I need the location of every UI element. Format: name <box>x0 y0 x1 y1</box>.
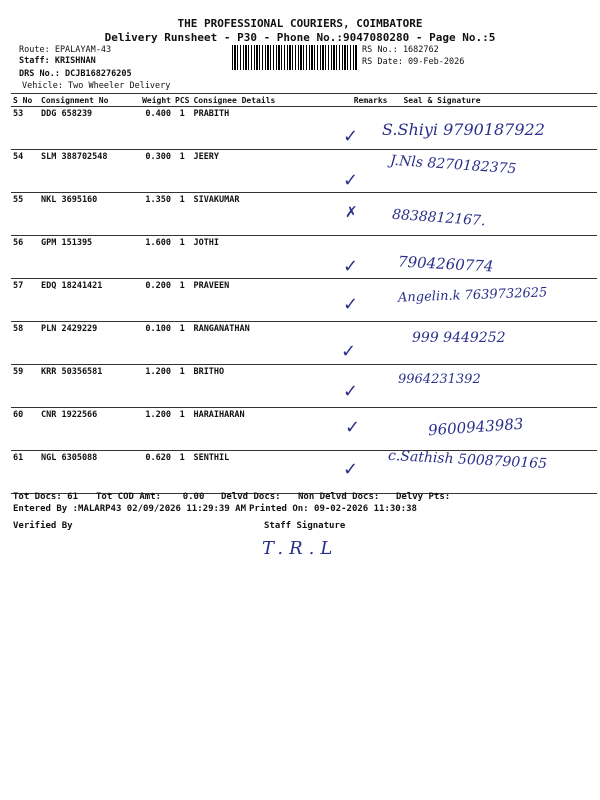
cell-consignee: BRITHO <box>191 365 341 408</box>
handwritten-signature: Angelin.k 7639732625 <box>397 285 548 306</box>
entered-by: Entered By :MALARP43 02/09/2026 11:29:39 AM <box>13 504 246 514</box>
col-seal-signature: Seal & Signature <box>389 94 597 107</box>
cell-sno: 58 <box>11 322 39 365</box>
cell-consignment: NKL 3695160 <box>39 193 127 236</box>
col-consignment: Consignment No <box>39 94 127 107</box>
verified-by-label: Verified By <box>13 521 73 531</box>
remark-tick-icon: ✓ <box>343 256 359 277</box>
handwritten-signature: 9964231392 <box>398 372 481 387</box>
cell-weight: 0.200 <box>127 279 173 322</box>
handwritten-signature: S.Shiyi 9790187922 <box>382 120 545 139</box>
col-consignee: Consignee Details <box>191 94 341 107</box>
remark-tick-icon: ✓ <box>343 381 359 402</box>
remark-cross-icon: ✗ <box>345 203 358 221</box>
cell-consignment: PLN 2429229 <box>39 322 127 365</box>
runsheet-subtitle: Delivery Runsheet - P30 - Phone No.:9047080280 - Page No.:5 <box>104 31 496 44</box>
cell-sno: 59 <box>11 365 39 408</box>
cell-weight: 0.400 <box>127 107 173 150</box>
total-docs: Tot Docs: 61 <box>13 492 79 502</box>
cell-pcs: 1 <box>173 279 191 322</box>
remark-tick-icon: ✓ <box>343 126 359 147</box>
cell-weight: 1.350 <box>127 193 173 236</box>
remark-tick-icon: ✓ <box>341 341 357 362</box>
cell-consignee: HARAIHARAN <box>191 408 341 451</box>
handwritten-signature: 7904260774 <box>397 252 494 276</box>
handwritten-signature: J.Nls 8270182375 <box>389 152 517 178</box>
cell-pcs: 1 <box>173 451 191 494</box>
staff-handwritten-signature: T.R.L <box>262 538 339 559</box>
barcode-image <box>232 45 357 70</box>
cell-consignment: NGL 6305088 <box>39 451 127 494</box>
delivery-points: Delvy Pts: <box>396 492 451 502</box>
cell-weight: 0.100 <box>127 322 173 365</box>
cell-consignee: SIVAKUMAR <box>191 193 341 236</box>
vehicle-label: Vehicle: Two Wheeler Delivery <box>22 81 171 91</box>
rs-date: RS Date: 09-Feb-2026 <box>362 57 465 67</box>
table-row <box>11 365 597 408</box>
remark-tick-icon: ✓ <box>343 294 359 315</box>
table-row <box>11 322 597 365</box>
delivered-docs: Delvd Docs: <box>221 492 281 502</box>
cell-sno: 53 <box>11 107 39 150</box>
handwritten-signature: 8838812167. <box>391 206 486 230</box>
printed-on: Printed On: 09-02-2026 11:30:38 <box>249 504 417 514</box>
col-weight: Weight <box>127 94 173 107</box>
cell-sno: 60 <box>11 408 39 451</box>
cell-consignee: JOTHI <box>191 236 341 279</box>
cell-consignment: GPM 151395 <box>39 236 127 279</box>
cell-pcs: 1 <box>173 322 191 365</box>
company-title: THE PROFESSIONAL COURIERS, COIMBATORE <box>177 17 423 30</box>
col-remarks: Remarks <box>341 94 389 107</box>
cell-consignee: RANGANATHAN <box>191 322 341 365</box>
total-cod-amount: Tot COD Amt: 0.00 <box>96 492 205 502</box>
cell-sno: 54 <box>11 150 39 193</box>
handwritten-signature: 999 9449252 <box>412 330 506 346</box>
handwritten-signature: 9600943983 <box>427 414 524 440</box>
table-header-row <box>11 94 597 107</box>
cell-sno: 61 <box>11 451 39 494</box>
cell-pcs: 1 <box>173 236 191 279</box>
handwritten-signature: c.Sathish 5008790165 <box>387 447 548 473</box>
cell-consignee: JEERY <box>191 150 341 193</box>
cell-consignment: DDG 658239 <box>39 107 127 150</box>
cell-consignee: PRABITH <box>191 107 341 150</box>
rs-number: RS No.: 1682762 <box>362 45 439 55</box>
drs-number: DRS No.: DCJB168276205 <box>19 69 132 79</box>
table-row <box>11 236 597 279</box>
col-pcs: PCS <box>175 95 190 105</box>
staff-label: Staff: KRISHNAN <box>19 56 96 66</box>
cell-weight: 1.200 <box>127 408 173 451</box>
cell-consignee: PRAVEEN <box>191 279 341 322</box>
cell-pcs: 1 <box>173 107 191 150</box>
cell-pcs: 1 <box>173 150 191 193</box>
remark-tick-icon: ✓ <box>343 459 359 480</box>
cell-consignment: SLM 388702548 <box>39 150 127 193</box>
cell-weight: 1.200 <box>127 365 173 408</box>
table-row <box>11 193 597 236</box>
remark-tick-icon: ✓ <box>345 417 361 438</box>
cell-weight: 0.620 <box>127 451 173 494</box>
remark-tick-icon: ✓ <box>343 170 359 191</box>
cell-pcs: 1 <box>173 365 191 408</box>
cell-pcs: 1 <box>173 408 191 451</box>
route-label: Route: EPALAYAM-43 <box>19 45 112 55</box>
non-delivered-docs: Non Delvd Docs: <box>298 492 380 502</box>
staff-signature-label: Staff Signature <box>264 521 346 531</box>
cell-sno: 56 <box>11 236 39 279</box>
cell-consignee: SENTHIL <box>191 451 341 494</box>
col-sno: S No <box>11 94 39 107</box>
cell-sno: 55 <box>11 193 39 236</box>
cell-pcs: 1 <box>173 193 191 236</box>
cell-weight: 0.300 <box>127 150 173 193</box>
cell-consignment: CNR 1922566 <box>39 408 127 451</box>
cell-consignment: EDQ 18241421 <box>39 279 127 322</box>
cell-consignment: KRR 50356581 <box>39 365 127 408</box>
cell-sno: 57 <box>11 279 39 322</box>
cell-weight: 1.600 <box>127 236 173 279</box>
